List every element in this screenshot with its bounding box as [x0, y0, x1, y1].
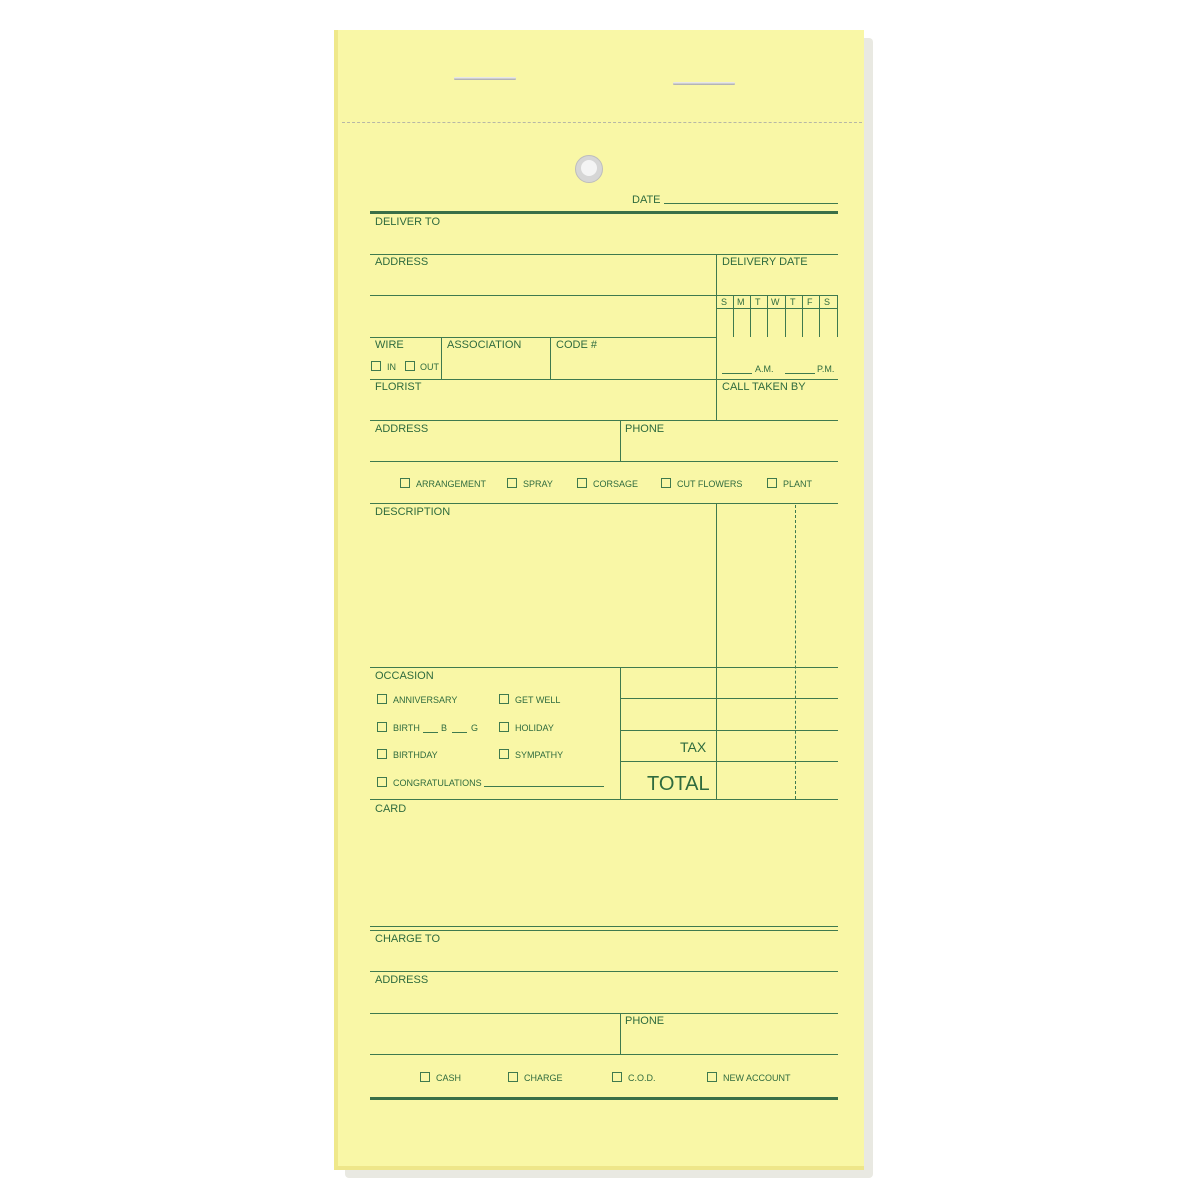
new-account-checkbox[interactable]	[707, 1072, 717, 1082]
code-field[interactable]	[551, 338, 716, 378]
card-label: CARD	[375, 803, 407, 815]
day-divider	[767, 296, 768, 337]
punch-hole	[575, 155, 603, 183]
charge-phone-field[interactable]	[621, 1014, 838, 1054]
address-label: ADDRESS	[375, 423, 429, 435]
day-sunday[interactable]: S	[721, 297, 728, 307]
address-label: ADDRESS	[375, 974, 429, 986]
spray-checkbox[interactable]	[507, 478, 517, 488]
staple-left	[454, 77, 516, 80]
charge-address-field[interactable]	[370, 972, 838, 1012]
divider	[370, 926, 838, 927]
phone-field[interactable]	[621, 421, 838, 461]
birth-g-label: G	[471, 723, 479, 733]
occasion-label: OCCASION	[375, 670, 434, 682]
charge-to-field[interactable]	[370, 931, 838, 971]
holiday-checkbox[interactable]	[499, 722, 509, 732]
subtotal-field[interactable]	[717, 699, 838, 729]
anniversary-checkbox[interactable]	[377, 694, 387, 704]
plant-label: PLANT	[783, 479, 813, 489]
congratulations-checkbox[interactable]	[377, 777, 387, 787]
pm-field[interactable]	[785, 373, 815, 374]
cod-label: C.O.D.	[628, 1073, 656, 1083]
am-label: A.M.	[755, 364, 774, 374]
day-monday[interactable]: M	[737, 297, 745, 307]
day-divider	[802, 296, 803, 337]
pm-label: P.M.	[817, 364, 835, 374]
congratulations-label: CONGRATULATIONS	[393, 778, 482, 788]
divider	[370, 799, 838, 800]
arrangement-checkbox[interactable]	[400, 478, 410, 488]
plant-checkbox[interactable]	[767, 478, 777, 488]
total-label: TOTAL	[647, 773, 710, 795]
address-line-2-field[interactable]	[370, 296, 716, 336]
birth-g-field[interactable]	[452, 732, 467, 733]
date-field[interactable]	[664, 203, 838, 204]
cut-flowers-label: CUT FLOWERS	[677, 479, 743, 489]
wire-label: WIRE	[375, 339, 404, 351]
anniversary-label: ANNIVERSARY	[393, 695, 458, 705]
deliver-to-label: DELIVER TO	[375, 216, 441, 228]
card-message-field[interactable]	[370, 801, 838, 925]
birth-label: BIRTH	[393, 723, 420, 733]
florist-field[interactable]	[370, 380, 716, 420]
florist-address-field[interactable]	[370, 421, 619, 461]
bottom-rule	[370, 1097, 838, 1100]
call-taken-by-field[interactable]	[717, 380, 838, 420]
cod-checkbox[interactable]	[612, 1072, 622, 1082]
date-label: DATE	[632, 194, 661, 206]
charge-address-line-2-field[interactable]	[370, 1014, 619, 1054]
corsage-label: CORSAGE	[593, 479, 639, 489]
subtotal-field[interactable]	[717, 668, 838, 698]
cash-label: CASH	[436, 1073, 462, 1083]
birthday-label: BIRTHDAY	[393, 750, 438, 760]
perforation-line	[342, 122, 862, 123]
get-well-checkbox[interactable]	[499, 694, 509, 704]
cash-checkbox[interactable]	[420, 1072, 430, 1082]
address-field[interactable]	[370, 255, 716, 295]
florist-label: FLORIST	[375, 381, 422, 393]
description-label: DESCRIPTION	[375, 506, 451, 518]
staple-right	[673, 82, 735, 85]
association-label: ASSOCIATION	[447, 339, 522, 351]
description-field[interactable]	[370, 504, 716, 666]
arrangement-label: ARRANGEMENT	[416, 479, 487, 489]
divider	[370, 461, 838, 462]
wire-out-checkbox[interactable]	[405, 361, 415, 371]
congratulations-field[interactable]	[484, 786, 604, 787]
day-friday[interactable]: F	[807, 297, 813, 307]
birthday-checkbox[interactable]	[377, 749, 387, 759]
address-label: ADDRESS	[375, 256, 429, 268]
total-field[interactable]	[717, 762, 838, 799]
tax-field[interactable]	[717, 731, 838, 761]
birth-checkbox[interactable]	[377, 722, 387, 732]
wire-out-label: OUT	[420, 362, 439, 372]
deliver-to-field[interactable]	[370, 214, 838, 254]
day-divider	[819, 296, 820, 337]
charge-label: CHARGE	[524, 1073, 563, 1083]
delivery-date-label: DELIVERY DATE	[722, 256, 808, 268]
divider	[620, 667, 621, 800]
sympathy-checkbox[interactable]	[499, 749, 509, 759]
tax-label: TAX	[680, 739, 707, 755]
wire-in-label: IN	[387, 362, 396, 372]
call-taken-by-label: CALL TAKEN BY	[722, 381, 806, 393]
new-account-label: NEW ACCOUNT	[723, 1073, 791, 1083]
corsage-checkbox[interactable]	[577, 478, 587, 488]
charge-to-label: CHARGE TO	[375, 933, 440, 945]
phone-label: PHONE	[625, 1015, 665, 1027]
day-divider	[837, 296, 838, 337]
holiday-label: HOLIDAY	[515, 723, 554, 733]
birth-b-label: B	[441, 723, 448, 733]
code-label: CODE #	[556, 339, 597, 351]
am-field[interactable]	[722, 373, 752, 374]
association-field[interactable]	[442, 338, 550, 378]
get-well-label: GET WELL	[515, 695, 561, 705]
birth-b-field[interactable]	[423, 732, 438, 733]
day-thursday[interactable]: T	[790, 297, 796, 307]
charge-checkbox[interactable]	[508, 1072, 518, 1082]
day-tuesday[interactable]: T	[755, 297, 761, 307]
wire-in-checkbox[interactable]	[371, 361, 381, 371]
sympathy-label: SYMPATHY	[515, 750, 564, 760]
divider	[370, 1054, 838, 1055]
day-divider	[733, 296, 734, 337]
phone-label: PHONE	[625, 423, 665, 435]
day-divider	[785, 296, 786, 337]
day-wednesday[interactable]: W	[771, 297, 780, 307]
day-saturday[interactable]: S	[824, 297, 831, 307]
spray-label: SPRAY	[523, 479, 553, 489]
cut-flowers-checkbox[interactable]	[661, 478, 671, 488]
day-divider	[750, 296, 751, 337]
